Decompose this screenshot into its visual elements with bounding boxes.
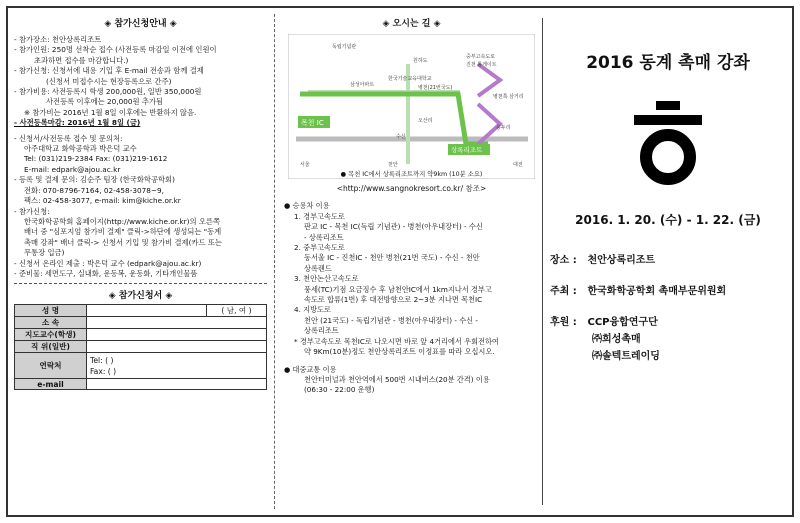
info-line: - 준비물: 세면도구, 실내화, 운동복, 운동화, 기타개인물품	[14, 268, 198, 278]
sponsor-value: ㈜희성촉매	[592, 334, 641, 345]
route-line: 약 9Km(10분)정도 천안상록리조트 이정표를 따라 오십시오.	[304, 347, 495, 357]
route-line: 4. 지방도로	[294, 305, 331, 315]
info-line: - 참가비용: 사전등록시 학생 200,000원, 일반 350,000원	[14, 87, 202, 97]
route-line: 풍세(TC)기점 요금징수 후 남천안IC에서 1km지나서 경부고	[304, 284, 492, 294]
contact-label: 연락처	[15, 353, 87, 379]
info-line: 전화: 070-8796-7164, 02-458-3078~9,	[24, 185, 164, 195]
info-line: - 참가장소: 천안상록리조트	[14, 35, 102, 44]
svg-text:상록리조트: 상록리조트	[451, 146, 483, 154]
route-line: * 경부고속도로 목천IC로 나오시면 바로 앞 4거리에서 우회전하여	[294, 336, 499, 346]
route-line: 상록리조트	[304, 326, 339, 336]
sponsor-row	[550, 314, 790, 331]
directions-header: ◈ 오시는 길 ◈	[382, 19, 441, 29]
name-label: 성 명	[15, 305, 87, 317]
affiliation-label: 소 속	[15, 317, 87, 329]
info-line: E-mail: edpark@ajou.ac.kr	[24, 164, 121, 174]
map-caption: ● 목천 IC에서 상록리조트까지 약9km (10분 소요)	[340, 171, 483, 178]
info-line: - 참가신청: 신청서에 내용 기입 후 E-mail 전송과 함께 결제	[14, 66, 204, 76]
registration-info-list	[14, 35, 267, 279]
info-line: 사전등록 이후에는 20,000원 추가됨	[46, 97, 164, 107]
contact-field[interactable]	[87, 353, 267, 379]
map-label: 오산리	[418, 118, 433, 124]
map-label: 진천 톨게이트	[466, 62, 497, 68]
name-field[interactable]	[87, 305, 207, 317]
info-line: - 참가인원: 250명 선착순 접수 (사전등록 마감일 이전에 인원이	[14, 45, 217, 55]
event-dates: 2016. 1. 20. (수) - 1. 22. (금)	[575, 213, 761, 227]
cover-column	[546, 8, 790, 515]
place-row	[550, 252, 790, 269]
application-form-header: ◈ 참가신청서 ◈	[108, 291, 173, 302]
svg-text:목천 IC: 목천 IC	[301, 119, 324, 127]
position-label: 직 위(일반)	[15, 341, 87, 353]
map-label: 서울	[300, 162, 310, 168]
info-line: Tel: (031)219-2384 Fax: (031)219-1612	[24, 154, 168, 164]
route-line: 천안 (21국도) - 독립기념관 - 병천(아우내장터) - 수신 -	[304, 315, 478, 325]
sponsor-label: 후원 :	[550, 317, 577, 328]
map-label: 대전	[513, 162, 523, 168]
map-label: 천안	[388, 162, 398, 168]
info-line: 아주대학교 화학공학과 박은덕 교수	[24, 144, 137, 154]
resort-url[interactable]: <http://www.sangnokresort.co.kr/ 참조>	[336, 184, 487, 193]
route-line: - 상록리조트	[304, 232, 344, 242]
registration-info-header: ◈ 참가신청안내 ◈	[104, 19, 177, 29]
info-line: - 신청서 온라인 제출 : 박은덕 교수 (edpark@ajou.ac.kr)	[14, 258, 202, 268]
application-form	[14, 304, 267, 390]
info-line: ※ 참가비는 2016년 1월 8일 이후에는 반환하지 않음.	[24, 107, 197, 117]
info-line: 무통장 입금)	[24, 248, 65, 258]
route-line: 동서울 IC - 진천IC - 천안 병천(21번 국도) - 수신 - 천안	[304, 253, 480, 263]
sponsor-value: ㈜솔텍트레이딩	[592, 351, 660, 362]
route-line: 3. 천안논산고속도로	[294, 274, 359, 284]
column-divider	[542, 18, 543, 505]
info-line: - 참가신청:	[14, 206, 50, 216]
event-title: 2016 동계 촉매 강좌	[586, 53, 750, 73]
map-label: 삼성아파트	[350, 82, 375, 88]
route-line: 상록랜드	[304, 263, 332, 273]
location-map	[288, 34, 535, 179]
map-label: 수신	[396, 134, 406, 140]
hangul-logo-icon	[628, 99, 708, 189]
column-divider	[274, 14, 275, 509]
info-line: 팩스: 02-458-3077, e-mail: kim@kiche.or.kr	[24, 196, 181, 206]
map-graphic	[288, 34, 535, 179]
map-label: 원하도	[413, 58, 428, 64]
gender-field[interactable]: ( 남, 여 )	[207, 305, 267, 317]
host-label: 주최 :	[550, 286, 577, 297]
place-label: 장소 :	[550, 255, 577, 266]
route-line: (06:30 - 22:00 운행)	[304, 385, 375, 395]
deadline-line: - 사전등록마감: 2016년 1월 8일 (금)	[14, 118, 141, 128]
section-divider	[14, 283, 267, 284]
route-line: 천안터미널과 천안역에서 500번 시내버스(20분 간격) 이용	[304, 374, 490, 384]
advisor-field[interactable]	[87, 329, 267, 341]
route-line: 2. 중부고속도로	[294, 243, 345, 253]
route-line: 속도로 합류(1번) 후 대전방향으로 2~3분 지나면 목천IC	[304, 295, 483, 305]
fax-field[interactable]: Fax: ( )	[90, 366, 117, 376]
brochure-page	[6, 6, 794, 517]
email-label: e-mail	[15, 379, 87, 390]
tel-field[interactable]: Tel: ( )	[90, 355, 114, 365]
position-field[interactable]	[87, 341, 267, 353]
info-line: (신청서 미접수시는 현장등록으로 간주)	[46, 76, 172, 86]
route-line: 1. 경부고속도로	[294, 211, 345, 221]
info-line: - 등록 및 결제 문의: 김순주 팀장 (한국화학공학회)	[14, 175, 175, 185]
info-line: 한국화학공학회 홈페이지(http://www.kiche.or.kr)의 오른쪽	[24, 216, 221, 226]
route-line: ● 승용차 이용	[284, 201, 330, 211]
place-value: 천안상록리조트	[587, 255, 656, 266]
email-field[interactable]	[87, 379, 267, 390]
directions-column	[284, 8, 539, 515]
event-details	[546, 252, 790, 365]
route-line: 판교 IC - 목천 IC(독립 기념관) - 병천(아우내장터) - 수신	[304, 222, 483, 232]
map-label: 용두리	[496, 125, 511, 131]
host-value: 한국화학공학회 촉매부문위원회	[587, 286, 727, 297]
affiliation-field[interactable]	[87, 317, 267, 329]
info-line: 초과하면 접수를 마감합니다.)	[34, 55, 129, 65]
info-line: 촉매 강좌" 배너 클릭-> 신청서 기입 및 참가비 결제(카드 또는	[24, 237, 222, 247]
info-line: 배너 중 "심포지엄 참가비 결제" 클릭->하단에 생성되는 "동계	[24, 227, 222, 237]
map-label: 한국기술교육대학교	[388, 76, 432, 82]
registration-info-column	[14, 8, 267, 515]
sponsor-value: CCP융합연구단	[587, 317, 658, 328]
info-line: - 신청서/사전등록 접수 및 문의처:	[14, 133, 123, 143]
advisor-label: 지도교수(학생)	[15, 329, 87, 341]
map-label: 중부고속도로	[466, 54, 495, 60]
host-row	[550, 283, 790, 300]
route-line: ● 대중교통 이용	[284, 364, 337, 374]
map-label: 병천쪽 삼거리	[493, 94, 524, 100]
map-label: 병천(21번국도)	[418, 85, 453, 91]
map-label: 독립기념관	[332, 44, 357, 50]
directions-list	[284, 201, 539, 395]
